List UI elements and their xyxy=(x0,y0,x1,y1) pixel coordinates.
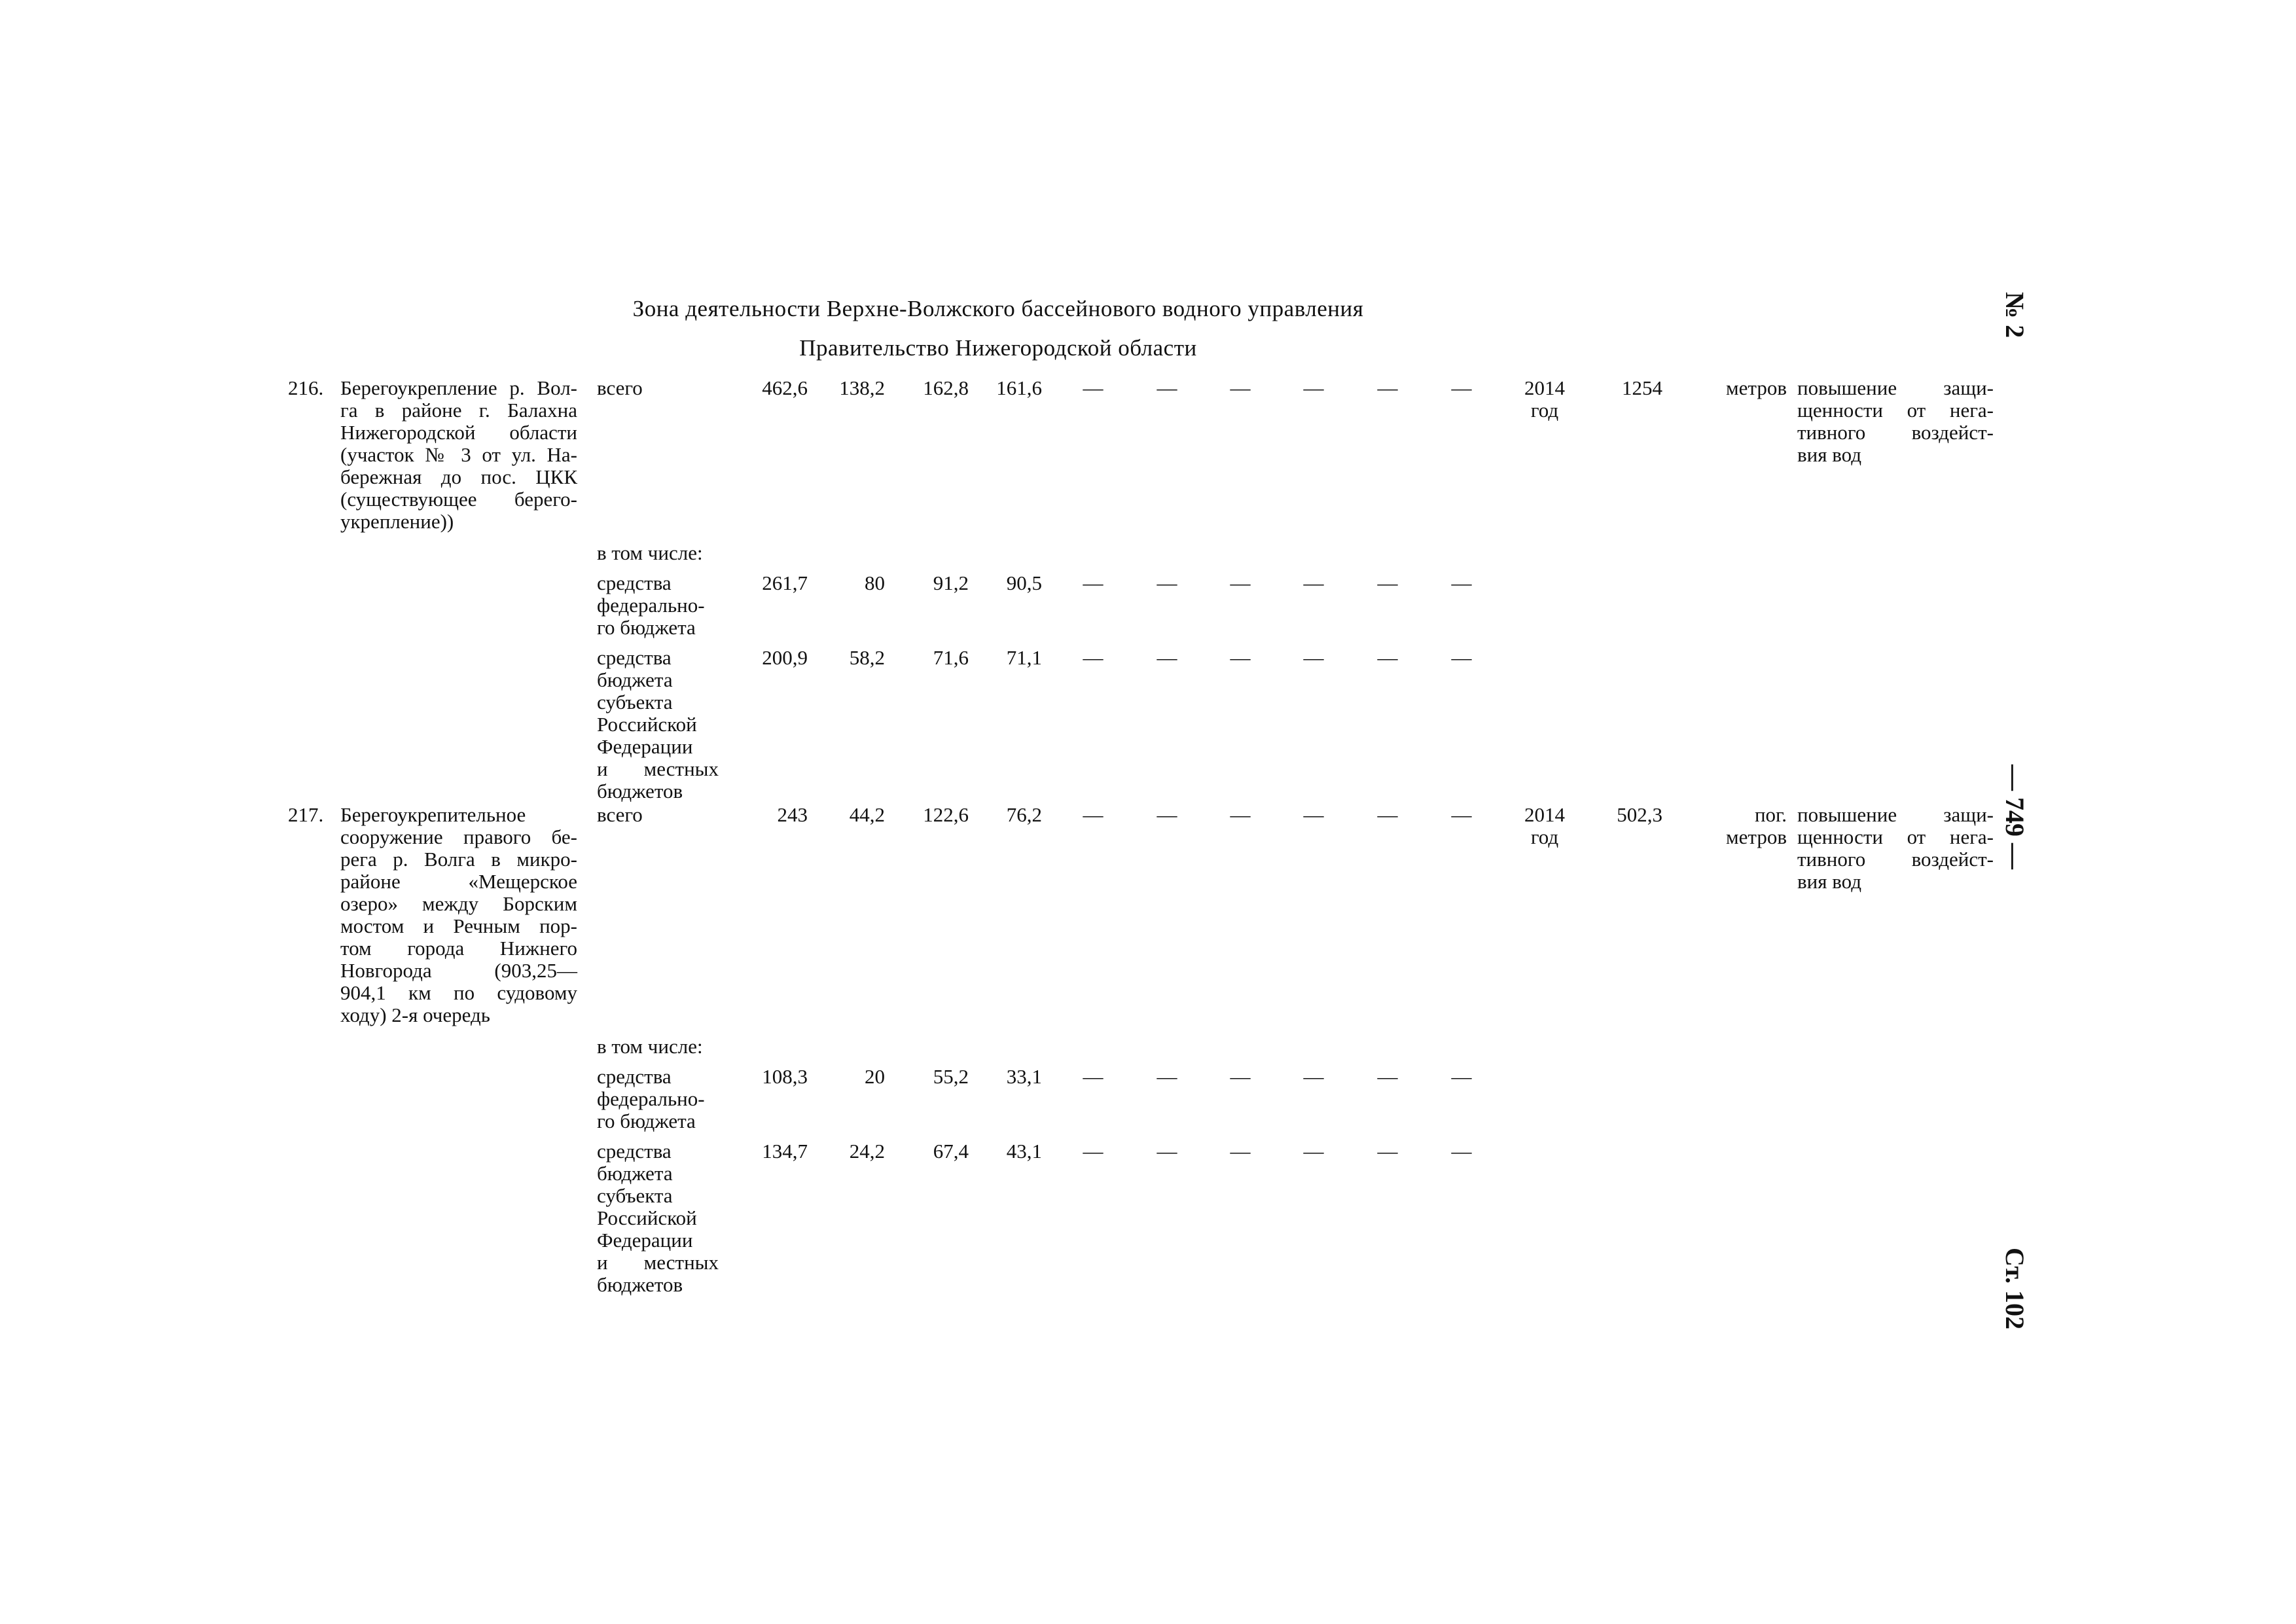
federal-value-4: 90,5 xyxy=(1006,571,1042,594)
federal-dash-2: — xyxy=(1157,571,1177,594)
completion-year-line: 2014 xyxy=(1524,376,1565,399)
entry-name-line: 904,1 км по судовому xyxy=(340,981,577,1004)
expected-effect-line: тивного воздейст- xyxy=(1797,848,1994,871)
completion-year xyxy=(1518,804,1571,848)
federal-budget-label xyxy=(597,1066,721,1132)
completion-year-line: год xyxy=(1530,825,1559,848)
regional-value-3: 71,6 xyxy=(933,646,969,669)
regional-dash-6: — xyxy=(1451,1140,1472,1163)
regional-budget-label xyxy=(597,1140,719,1296)
total-value-1: 243 xyxy=(777,803,808,826)
regional-budget-label-line: Федерации xyxy=(597,735,693,758)
regional-budget-label-line: средства xyxy=(597,1140,672,1163)
total-value-2: 44,2 xyxy=(849,803,885,826)
federal-dash-1: — xyxy=(1083,571,1103,594)
expected-effect-line: вия вод xyxy=(1797,870,1862,893)
federal-value-2: 20 xyxy=(865,1065,885,1088)
total-dash-5: — xyxy=(1377,803,1398,826)
entry-name-line: Берегоукрепительное xyxy=(340,803,526,826)
total-dash-5: — xyxy=(1377,376,1398,399)
regional-dash-1: — xyxy=(1083,1140,1103,1163)
completion-year-line: 2014 xyxy=(1524,803,1565,826)
regional-budget-label-line: Федерации xyxy=(597,1229,693,1252)
federal-budget-label-line: средства xyxy=(597,571,672,594)
total-dash-3: — xyxy=(1230,803,1251,826)
regional-value-1: 200,9 xyxy=(762,646,808,669)
regional-dash-4: — xyxy=(1303,1140,1324,1163)
regional-value-4: 71,1 xyxy=(1006,646,1042,669)
regional-budget-label-line: и местных xyxy=(597,1251,719,1274)
total-dash-3: — xyxy=(1230,376,1251,399)
federal-value-4: 33,1 xyxy=(1006,1065,1042,1088)
regional-budget-label xyxy=(597,647,719,803)
federal-dash-3: — xyxy=(1230,1065,1251,1088)
entry-name-line: (существующее берего- xyxy=(340,488,577,511)
capacity-unit xyxy=(1689,377,1787,399)
capacity-unit-line: пог. xyxy=(1754,803,1787,826)
regional-dash-5: — xyxy=(1377,1140,1398,1163)
regional-value-1: 134,7 xyxy=(762,1140,808,1163)
regional-budget-label-line: средства xyxy=(597,646,672,669)
total-value-2: 138,2 xyxy=(839,376,885,399)
capacity-unit xyxy=(1689,804,1787,848)
expected-effect-line: щенности от нега- xyxy=(1797,399,1994,422)
regional-dash-2: — xyxy=(1157,646,1177,669)
entry-name xyxy=(340,804,577,1026)
regional-budget-label-line: Российской xyxy=(597,713,697,736)
federal-dash-1: — xyxy=(1083,1065,1103,1088)
capacity-unit-line: метров xyxy=(1726,825,1787,848)
federal-budget-label-line: федерально- xyxy=(597,594,705,617)
completion-year-line: год xyxy=(1530,399,1559,422)
regional-value-3: 67,4 xyxy=(933,1140,969,1163)
total-dash-4: — xyxy=(1303,803,1324,826)
regional-dash-4: — xyxy=(1303,646,1324,669)
total-label: всего xyxy=(597,803,643,826)
entry-name-line: озеро» между Борским xyxy=(340,892,577,915)
entry-name-line: сооружение правого бе- xyxy=(340,825,577,848)
total-dash-6: — xyxy=(1451,803,1472,826)
entry-name-line: бережная до пос. ЦКК xyxy=(340,465,577,488)
regional-dash-5: — xyxy=(1377,646,1398,669)
total-dash-4: — xyxy=(1303,376,1324,399)
federal-value-2: 80 xyxy=(865,571,885,594)
regional-dash-1: — xyxy=(1083,646,1103,669)
expected-effect xyxy=(1797,804,1994,893)
total-dash-2: — xyxy=(1157,803,1177,826)
capacity-unit-line: метров xyxy=(1726,376,1787,399)
total-value-4: 76,2 xyxy=(1006,803,1042,826)
total-dash-6: — xyxy=(1451,376,1472,399)
capacity-value: 502,3 xyxy=(1617,803,1662,826)
total-dash-2: — xyxy=(1157,376,1177,399)
completion-year xyxy=(1518,377,1571,422)
entry-name-line: районе «Мещерское xyxy=(340,870,577,893)
total-value-1: 462,6 xyxy=(762,376,808,399)
regional-dash-3: — xyxy=(1230,1140,1251,1163)
regional-budget-label-line: субъекта xyxy=(597,1184,673,1207)
article-number: Ст. 102 xyxy=(2000,1248,2030,1329)
total-value-3: 162,8 xyxy=(923,376,969,399)
federal-value-1: 108,3 xyxy=(762,1065,808,1088)
federal-dash-5: — xyxy=(1377,571,1398,594)
federal-budget-label-line: го бюджета xyxy=(597,1110,696,1132)
entry-name xyxy=(340,377,577,533)
regional-budget-label-line: Российской xyxy=(597,1206,697,1229)
regional-budget-label-line: бюджета xyxy=(597,1162,673,1185)
entry-name-line: Берегоукрепление р. Вол- xyxy=(340,376,577,399)
entry-name-line: рега р. Волга в микро- xyxy=(340,848,577,871)
entry-name-line: том города Нижнего xyxy=(340,937,577,960)
entry-name-line: мостом и Речным пор- xyxy=(340,914,577,937)
regional-dash-2: — xyxy=(1157,1140,1177,1163)
regional-dash-3: — xyxy=(1230,646,1251,669)
issue-number: № 2 xyxy=(2000,292,2030,338)
expected-effect-line: повышение защи- xyxy=(1797,376,1994,399)
authority-heading: Правительство Нижегородской области xyxy=(799,335,1197,361)
including-label: в том числе: xyxy=(597,1035,703,1058)
federal-dash-4: — xyxy=(1303,1065,1324,1088)
entry-name-line: укрепление)) xyxy=(340,510,454,533)
federal-value-3: 55,2 xyxy=(933,1065,969,1088)
total-value-4: 161,6 xyxy=(996,376,1042,399)
expected-effect xyxy=(1797,377,1994,466)
regional-budget-label-line: и местных xyxy=(597,757,719,780)
entry-name-line: Новгорода (903,25— xyxy=(340,959,577,982)
entry-name-line: (участок № 3 от ул. На- xyxy=(340,443,577,466)
total-label: всего xyxy=(597,376,643,399)
regional-budget-label-line: бюджета xyxy=(597,668,673,691)
expected-effect-line: вия вод xyxy=(1797,443,1862,466)
expected-effect-line: повышение защи- xyxy=(1797,803,1994,826)
capacity-value: 1254 xyxy=(1622,376,1662,399)
entry-name-line: га в районе г. Балахна xyxy=(340,399,577,422)
zone-heading: Зона деятельности Верхне-Волжского бассейнового водного управления xyxy=(632,296,1364,321)
including-label: в том числе: xyxy=(597,541,703,564)
regional-value-2: 24,2 xyxy=(849,1140,885,1163)
federal-dash-6: — xyxy=(1451,1065,1472,1088)
regional-budget-label-line: бюджетов xyxy=(597,1273,683,1296)
federal-value-1: 261,7 xyxy=(762,571,808,594)
federal-budget-label xyxy=(597,572,721,639)
entry-name-line: Нижегородской области xyxy=(340,421,577,444)
entry-name-line: ходу) 2-я очередь xyxy=(340,1003,490,1026)
regional-value-4: 43,1 xyxy=(1006,1140,1042,1163)
regional-value-2: 58,2 xyxy=(849,646,885,669)
federal-budget-label-line: средства xyxy=(597,1065,672,1088)
federal-dash-5: — xyxy=(1377,1065,1398,1088)
expected-effect-line: тивного воздейст- xyxy=(1797,421,1994,444)
page-number: — 749 — xyxy=(2000,765,2030,869)
federal-budget-label-line: федерально- xyxy=(597,1087,705,1110)
regional-dash-6: — xyxy=(1451,646,1472,669)
expected-effect-line: щенности от нега- xyxy=(1797,825,1994,848)
regional-budget-label-line: бюджетов xyxy=(597,780,683,803)
total-dash-1: — xyxy=(1083,376,1103,399)
federal-dash-2: — xyxy=(1157,1065,1177,1088)
total-dash-1: — xyxy=(1083,803,1103,826)
entry-number: 216. xyxy=(288,376,324,399)
federal-dash-3: — xyxy=(1230,571,1251,594)
regional-budget-label-line: субъекта xyxy=(597,691,673,713)
federal-dash-4: — xyxy=(1303,571,1324,594)
federal-dash-6: — xyxy=(1451,571,1472,594)
federal-budget-label-line: го бюджета xyxy=(597,616,696,639)
federal-value-3: 91,2 xyxy=(933,571,969,594)
entry-number: 217. xyxy=(288,803,324,826)
total-value-3: 122,6 xyxy=(923,803,969,826)
